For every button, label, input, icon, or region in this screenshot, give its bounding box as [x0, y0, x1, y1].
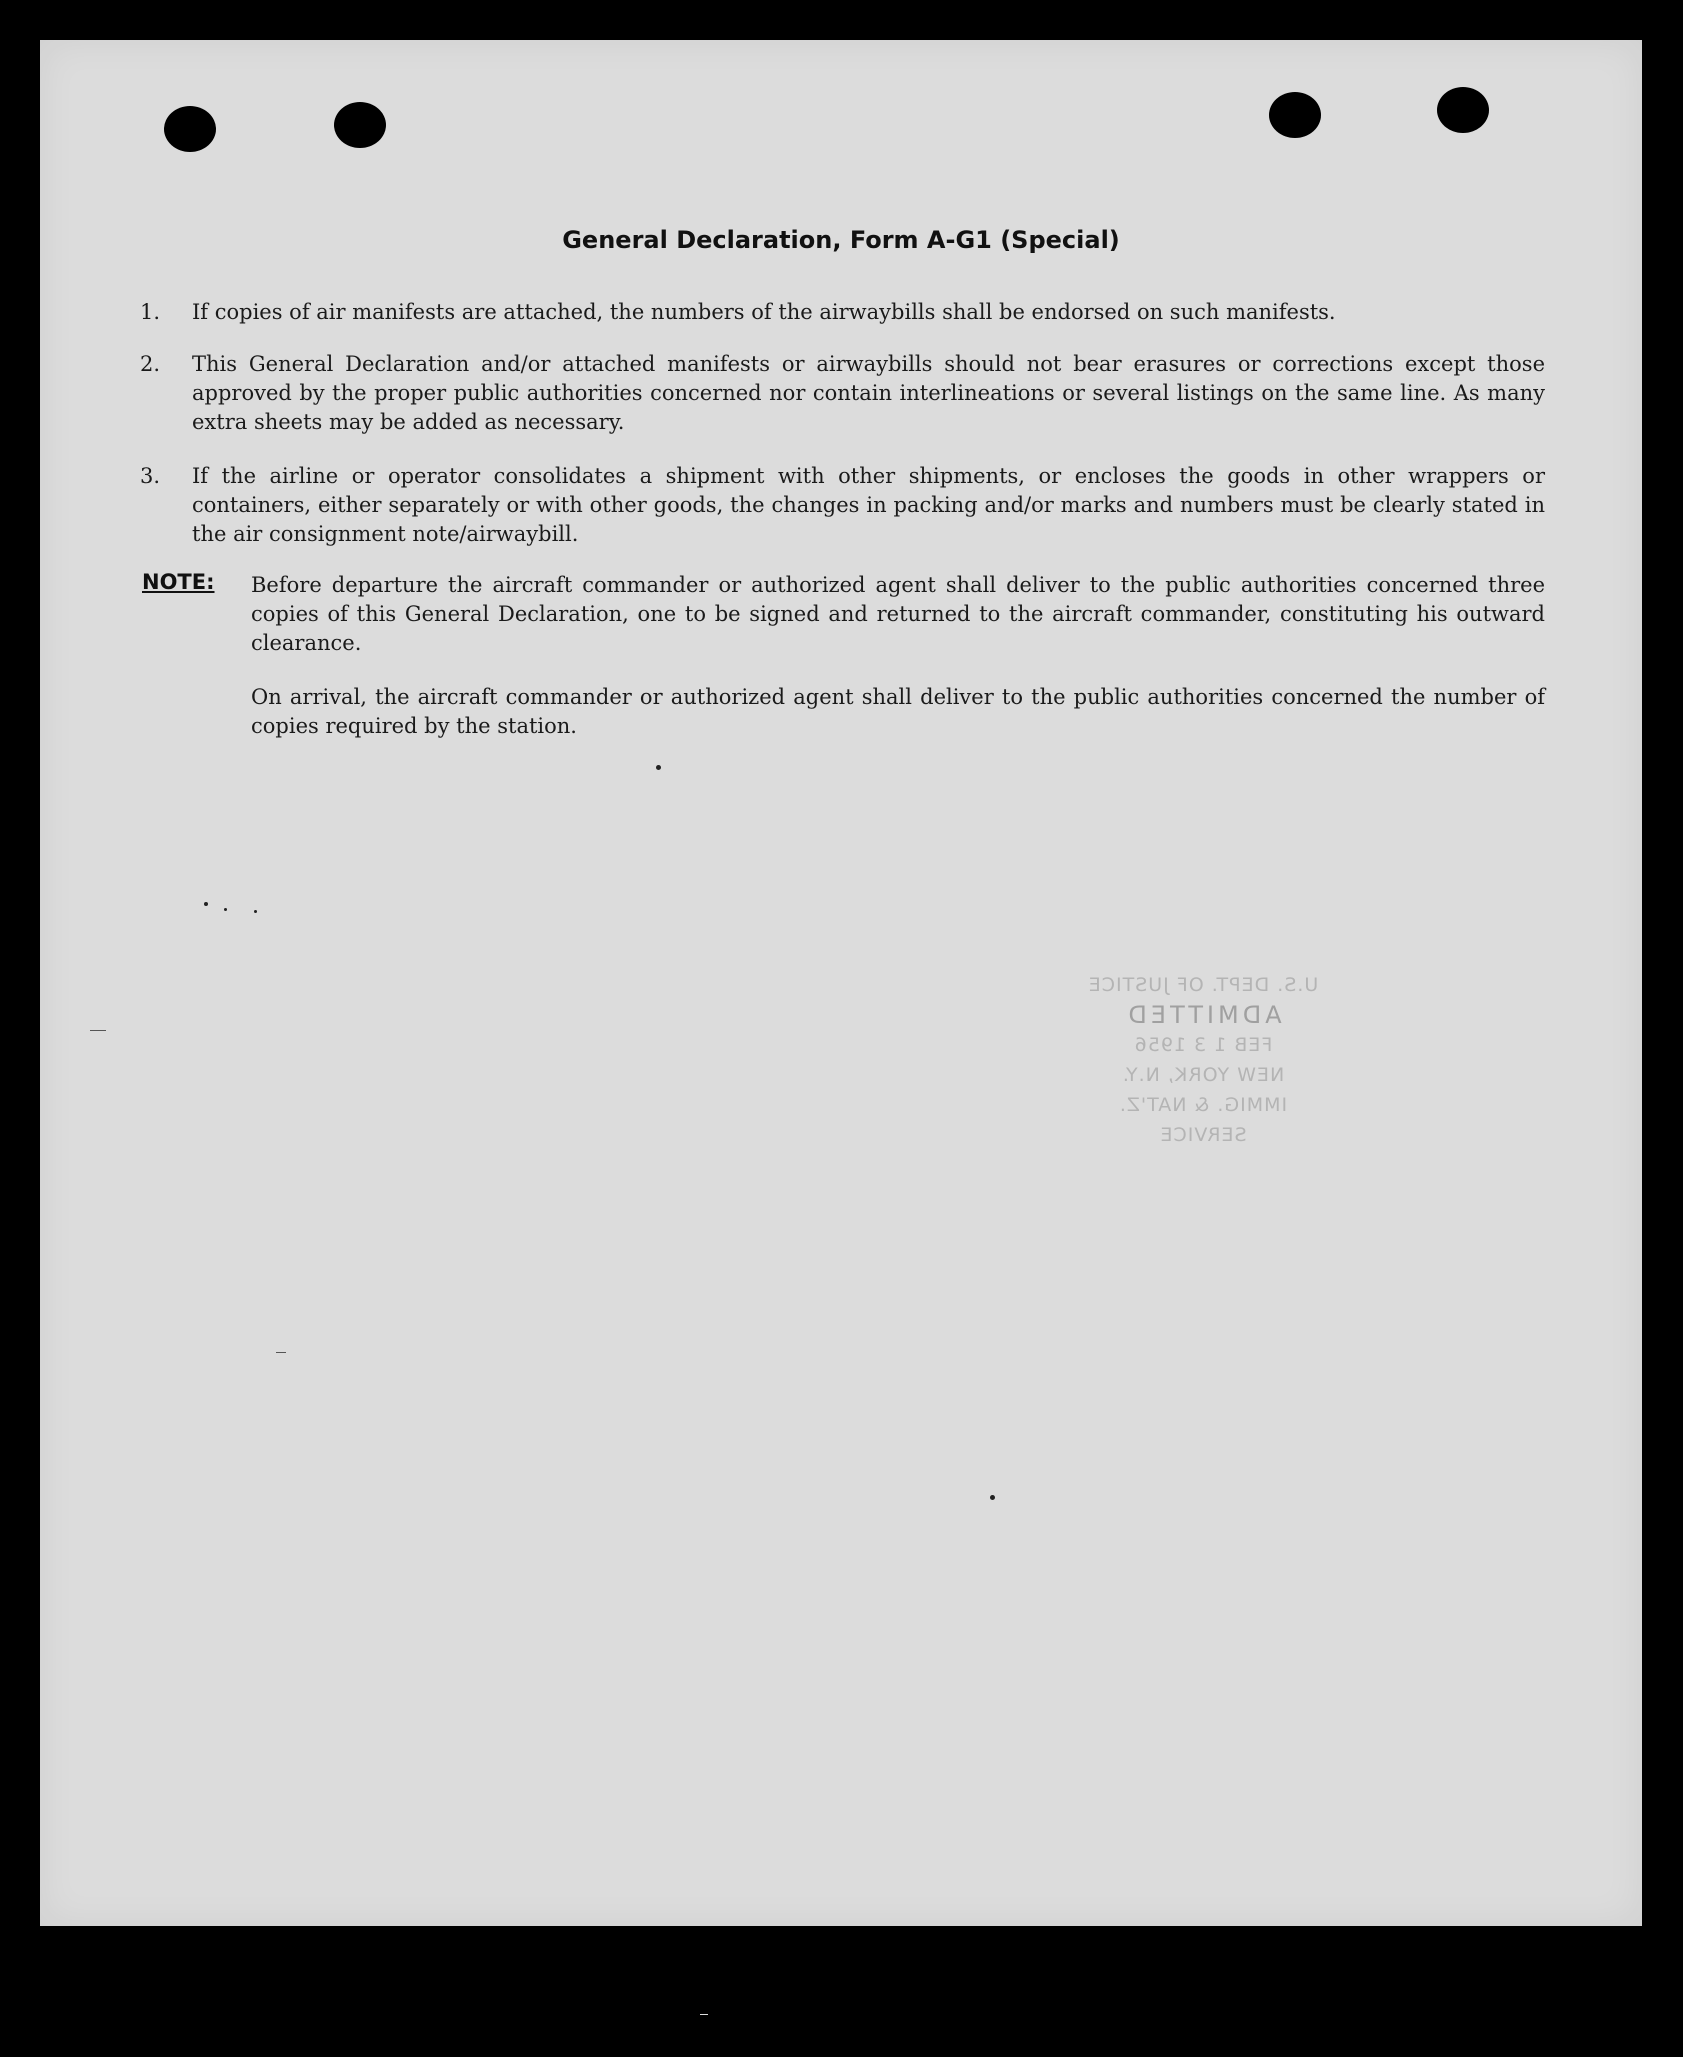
- list-item-text: If the airline or operator consolidates a shipment with other shipments, or encloses the goods in other wrappers or containers, either separately or with other goods, the changes in packing and/or marks and numbers must be clearly stated in the air consignment note/airwaybill.: [192, 464, 1545, 546]
- punch-hole: [164, 106, 216, 152]
- page-title: General Declaration, Form A-G1 (Special): [562, 226, 1120, 254]
- document-page: [40, 40, 1642, 1926]
- punch-hole: [1437, 87, 1489, 133]
- scan-mark: [90, 1030, 106, 1031]
- scan-mark: [700, 2014, 708, 2015]
- list-item-text: This General Declaration and/or attached manifests or airwaybills should not bear erasures or corrections except those approved by the proper public authorities concerned nor contain interlineations or several listings on the same line. As many extra sheets may be added as necessary.: [192, 352, 1545, 434]
- list-item-number: 1.: [140, 300, 161, 324]
- stamp-line: FEB 1 3 1956: [1133, 1034, 1273, 1056]
- ink-speck: [254, 910, 257, 913]
- stamp-line: IMMIG. & NAT'Z. SERVICE: [1118, 1094, 1288, 1146]
- stamp-line: ADMITTED: [1124, 1001, 1282, 1029]
- punch-hole: [1269, 92, 1321, 138]
- ink-speck: [990, 1495, 995, 1500]
- admitted-stamp: [1078, 970, 1328, 1150]
- stamp-line: NEW YORK, N.Y.: [1121, 1064, 1285, 1086]
- note-paragraph: On arrival, the aircraft commander or authorized agent shall deliver to the public authorities concerned the number of copies required by the station.: [251, 685, 1545, 738]
- ink-speck: [656, 765, 661, 770]
- note-label: NOTE:: [142, 570, 215, 594]
- note-paragraph: Before departure the aircraft commander or authorized agent shall deliver to the public authorities concerned three copies of this General Declaration, one to be signed and returned to the aircraft commander, constituting his outward clearance.: [251, 573, 1545, 655]
- ink-speck: [204, 902, 208, 906]
- scan-mark: [276, 1352, 286, 1353]
- list-item-number: 3.: [140, 464, 161, 488]
- stamp-line: U.S. DEPT. OF JUSTICE: [1087, 974, 1319, 996]
- ink-speck: [224, 908, 227, 911]
- list-item-text: If copies of air manifests are attached, the numbers of the airwaybills shall be endorsed on such manifests.: [192, 300, 1336, 324]
- list-item-number: 2.: [140, 352, 161, 376]
- punch-hole: [334, 102, 386, 148]
